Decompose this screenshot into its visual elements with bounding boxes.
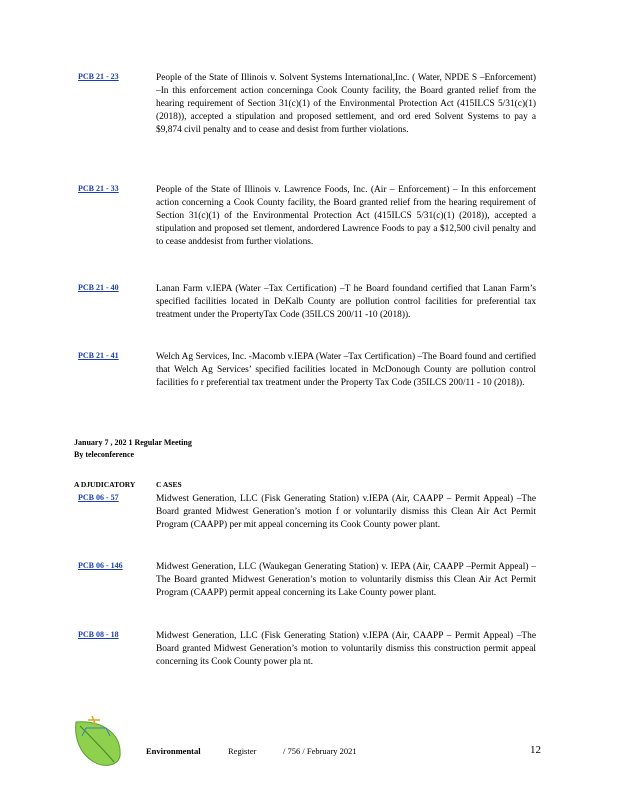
- section-heading-right: C ASES: [156, 480, 182, 489]
- case-description: Midwest Generation, LLC (Fisk Generating Station) v.IEPA (Air, CAAPP – Permit Appeal) –The Board granted Midwest Generation’s motion f or voluntarily dismiss this Clean Air Act Permit Program (CAAPP) per mit appeal concerning its Cook County power plant.: [156, 494, 536, 530]
- case-link[interactable]: PCB 21 - 33: [78, 184, 119, 193]
- case-link[interactable]: PCB 21 - 23: [78, 72, 119, 81]
- case-description: Welch Ag Services, Inc. -Macomb v.IEPA (Water –Tax Certification) –The Board found and certified that Welch Ag Services’ specified facilities located in McDonough County are pollution control facilities fo r preferential tax treatment under the Property Tax Code (35ILCS 200/11 - 10 (2018)).: [156, 352, 536, 388]
- meeting-location: By teleconference: [74, 450, 135, 459]
- case-link[interactable]: PCB 21 - 40: [78, 283, 119, 292]
- case-description: Midwest Generation, LLC (Fisk Generating Station) v.IEPA (Air, CAAPP – Permit Appeal) –The Board granted Midwest Generation’s motion to voluntarily dismiss this construction permit appeal concerning its Cook County power pla nt.: [156, 631, 536, 667]
- footer-publication: Environmental: [146, 746, 201, 756]
- case-description: People of the State of Illinois v. Solvent Systems International,Inc. ( Water, NPDE S –Enforcement) –In this enforcement action concerninga Cook County facility, the Board granted relief from the hearing requirement of Section 31(c)(1) of the Environmental Protection Act (415ILCS 5/31(c)(1) (2018)), accepted a stipulation and proposed settlement, and ord ered Solvent Systems to pay a $9,874 civil penalty and to cease and desist from further violations.: [156, 73, 536, 135]
- case-link[interactable]: PCB 21 - 41: [78, 351, 119, 360]
- case-description: Midwest Generation, LLC (Waukegan Generating Station) v. IEPA (Air, CAAPP –Permit Appeal) –The Board granted Midwest Generation’s motion to voluntarily dismiss this Clean Air Act Permit Program (CAAPP) permit appeal concerning its Lake County power plant.: [156, 562, 536, 598]
- meeting-date: January 7 , 202 1 Regular Meeting: [74, 438, 192, 447]
- case-description: Lanan Farm v.IEPA (Water –Tax Certification) –T he Board foundand certified that Lanan Farm’s specified facilities located in DeKalb County are pollution control facilities for preferential tax treatment under the PropertyTax Code (35ILCS 200/11 -10 (2018)).: [156, 284, 536, 320]
- footer-issue: / 756 / February 2021: [283, 746, 357, 756]
- case-description: People of the State of Illinois v. Lawrence Foods, Inc. (Air – Enforcement) – In this enforcement action concerning a Cook County facility, the Board granted relief from the hearing requirement of Section 31(c)(1) of the Environmental Protection Act (415ILCS 5/31(c)(1) (2018)), accepted a stipulation and proposed set tlement, andordered Lawrence Foods to pay a $12,500 civil penalty and to cease anddesist from further violations.: [156, 185, 536, 247]
- case-link[interactable]: PCB 08 - 18: [78, 630, 119, 639]
- section-heading-left: A DJUDICATORY: [74, 480, 136, 489]
- meeting-heading: [74, 437, 192, 461]
- case-link[interactable]: PCB 06 - 146: [78, 561, 123, 570]
- page-number: 12: [530, 744, 541, 756]
- case-link[interactable]: PCB 06 - 57: [78, 493, 119, 502]
- footer: [0, 740, 618, 770]
- footer-register: Register: [228, 746, 257, 756]
